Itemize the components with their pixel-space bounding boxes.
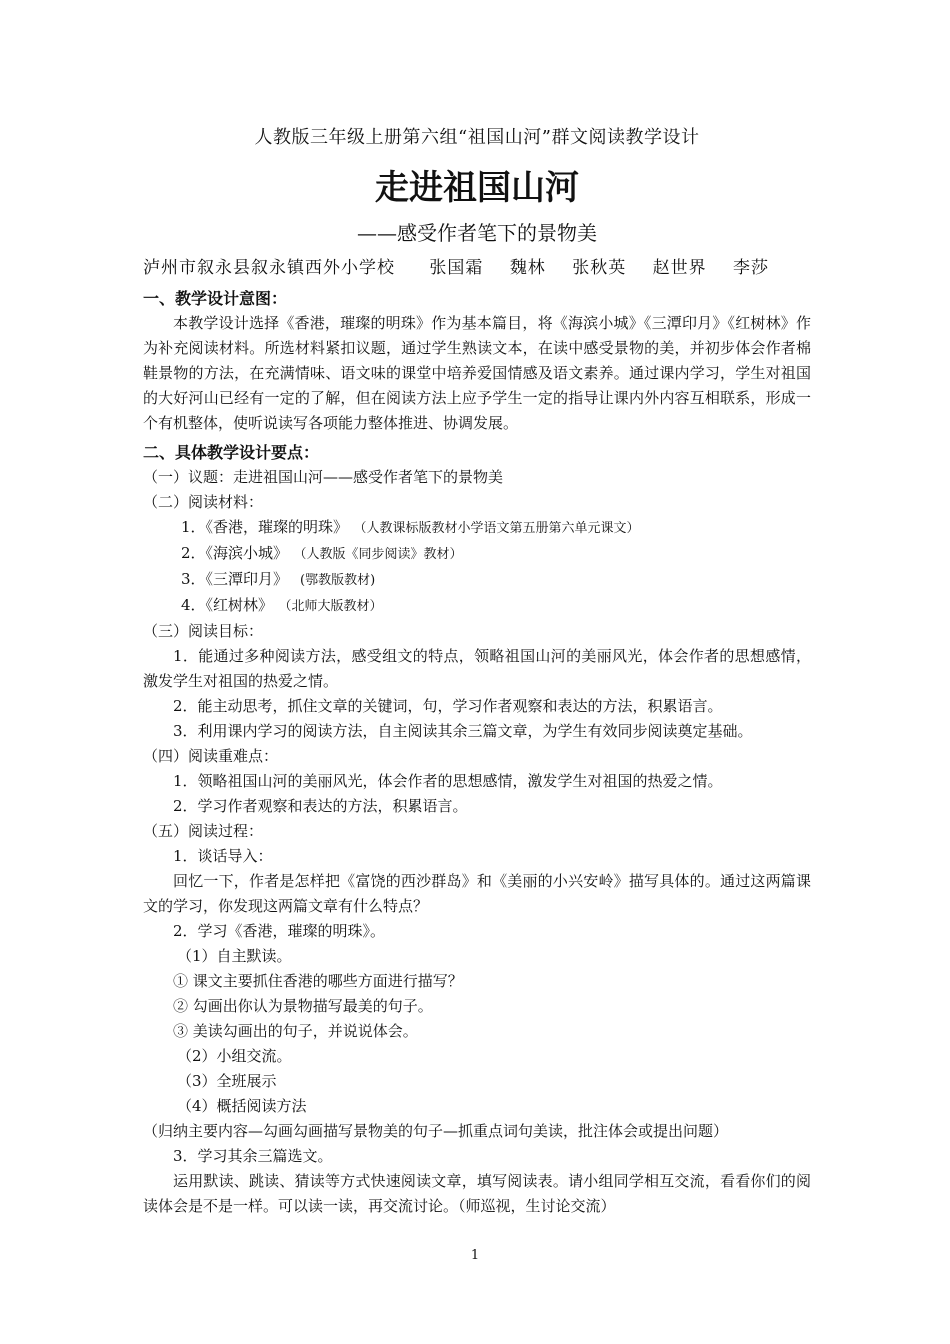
goal-item: 3．利用课内学习的阅读方法，自主阅读其余三篇文章，为学生有效同步阅读奠定基础。 <box>173 722 753 740</box>
material-item <box>143 593 811 619</box>
document-body <box>143 124 811 1219</box>
focus-item: 1．领略祖国山河的美丽风光，体会作者的思想感情，激发学生对祖国的热爱之情。 <box>173 772 723 790</box>
section-heading-design-points: 二、具体教学设计要点： <box>143 443 320 462</box>
substep: （3）全班展示 <box>177 1072 277 1090</box>
step-body: 回忆一下，作者是怎样把《富饶的西沙群岛》和《美丽的小兴安岭》描写具体的。通过这两篇课文的学习，你发现这两篇文章有什么特点？ <box>143 872 811 915</box>
material-item <box>143 541 811 567</box>
material-title: 4．《红树林》 <box>181 596 274 614</box>
material-item <box>143 567 811 593</box>
substep: （4）概括阅读方法 <box>177 1097 307 1115</box>
material-source: （人教版《同步阅读》教材） <box>300 547 463 562</box>
intent-paragraph: 本教学设计选择《香港，璀璨的明珠》作为基本篇目，将《海滨小城》《三潭印月》《红树林》作为补充阅读材料。所选材料紧扣议题，通过学生熟读文本，在读中感受景物的美，并初步体会作者棉鞋景物的方法，在充满情味、语文味的课堂中培养爱国情感及语文素养。通过课内学习，学生对祖国的大好河山已经有一定的了解，但在阅读方法上应予学生一定的指导让课内外内容互相联系，形成一个有机整体，使听说读写各项能力整体推进、协调发展。 <box>143 314 811 432</box>
author-name: 魏林 <box>509 258 546 278</box>
goals-heading: （三）阅读目标： <box>143 622 264 640</box>
school-name: 泸州市叙永县叙永镇西外小学校 <box>143 258 395 278</box>
question-item: ① 课文主要抓住香港的哪些方面进行描写？ <box>173 972 463 990</box>
document-title: 走进祖国山河 <box>375 168 579 208</box>
materials-heading: （二）阅读材料： <box>143 493 264 511</box>
substep: （1）自主默读。 <box>177 947 292 965</box>
material-title: 1．《香港，璀璨的明珠》 <box>181 518 349 536</box>
document-caption: 人教版三年级上册第六组“祖国山河”群文阅读教学设计 <box>254 127 700 148</box>
section-heading-intent: 一、教学设计意图： <box>143 289 288 308</box>
step-body: 运用默读、跳读、猜读等方式快速阅读文章，填写阅读表。请小组同学相互交流，看看你们的阅读体会是不是一样。可以读一读，再交流讨论。（师巡视，生讨论交流） <box>143 1172 811 1215</box>
step-title: 1．谈话导入： <box>173 847 273 865</box>
focus-heading: （四）阅读重难点： <box>143 747 279 765</box>
author-line <box>143 254 811 282</box>
method-summary: （归纳主要内容—勾画勾画描写景物美的句子—抓重点词句美读，批注体会或提出问题） <box>143 1122 729 1140</box>
page-number: 1 <box>470 1248 480 1263</box>
step-title: 3．学习其余三篇选文。 <box>173 1147 333 1165</box>
material-source: （人教课标版教材小学语文第五册第六单元课文） <box>360 521 640 536</box>
focus-item: 2．学习作者观察和表达的方法，积累语言。 <box>173 797 468 815</box>
document-subtitle: ——感受作者笔下的景物美 <box>357 221 597 245</box>
material-source: （北师大版教材） <box>285 599 383 614</box>
question-item: ② 勾画出你认为景物描写最美的句子。 <box>173 997 433 1015</box>
author-name: 李莎 <box>733 258 770 278</box>
material-title: 3．《三潭印月》 <box>181 570 289 588</box>
author-name: 张秋英 <box>572 258 627 278</box>
question-item: ③ 美读勾画出的句子，并说说体会。 <box>173 1022 418 1040</box>
author-name: 赵世界 <box>652 258 707 278</box>
substep: （2）小组交流。 <box>177 1047 292 1065</box>
step-title: 2．学习《香港，璀璨的明珠》。 <box>173 922 386 940</box>
goal-item: 2．能主动思考，抓住文章的关键词，句，学习作者观察和表达的方法，积累语言。 <box>173 697 723 715</box>
goal-item: 1．能通过多种阅读方法，感受组文的特点，领略祖国山河的美丽风光，体会作者的思想感情，激发学生对祖国的热爱之情。 <box>143 647 811 690</box>
author-name: 张国霜 <box>429 258 484 278</box>
process-heading: （五）阅读过程： <box>143 822 264 840</box>
topic-line: （一）议题：走进祖国山河——感受作者笔下的景物美 <box>143 468 504 486</box>
material-item <box>143 515 811 541</box>
material-title: 2．《海滨小城》 <box>181 544 289 562</box>
material-source: (鄂教版教材) <box>300 573 376 588</box>
